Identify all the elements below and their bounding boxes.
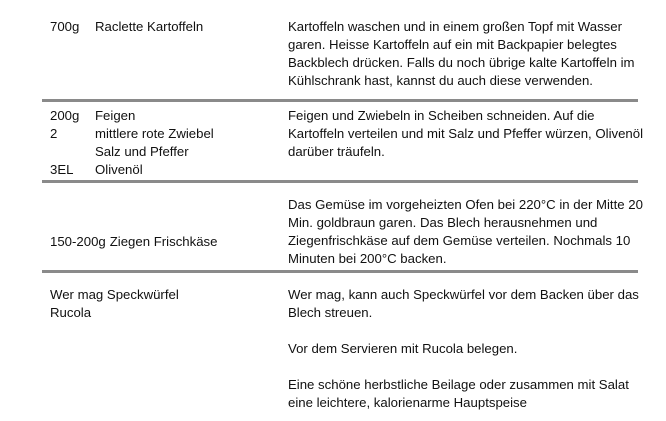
ingredient-item: [50, 161, 280, 179]
ingredient-name: mittlere rote Zwiebel: [95, 126, 214, 141]
ingredient-quantity: [50, 143, 95, 161]
instruction-paragraph: Eine schöne herbstliche Beilage oder zusammen mit Salat eine leichtere, kalorienarme Hauptspeise: [288, 377, 629, 410]
ingredient-list: [50, 286, 280, 322]
ingredient-list: [50, 18, 280, 36]
ingredient-item: [50, 233, 280, 251]
ingredient-name: Feigen: [95, 108, 136, 123]
ingredient-name: Raclette Kartoffeln: [95, 19, 204, 34]
ingredient-item: [50, 107, 280, 125]
ingredient-item: [50, 286, 280, 304]
ingredient-quantity: 2: [50, 126, 58, 141]
instruction-paragraph: Kartoffeln waschen und in einem großen Topf mit Wasser garen. Heisse Kartoffeln auf ein mit Backpapier belegtes Backblech drücken. Falls du noch übrige kalte Kartoffeln im Kühlschrank hast, kannst du auch diese verwenden.: [288, 19, 635, 88]
instruction-text: [288, 196, 648, 268]
ingredient-name: Salz und Pfeffer: [95, 144, 189, 159]
ingredient-name: Rucola: [50, 305, 92, 320]
ingredient-item: [50, 143, 280, 161]
ingredient-quantity: 3EL: [50, 162, 74, 177]
ingredient-quantity: 150-200g: [50, 234, 106, 249]
ingredient-item: [50, 125, 280, 143]
ingredient-quantity: 700g: [50, 19, 80, 34]
instruction-text: [288, 18, 648, 90]
ingredient-name: Olivenöl: [95, 162, 143, 177]
ingredient-name: Wer mag Speckwürfel: [50, 287, 179, 302]
instruction-paragraph: Wer mag, kann auch Speckwürfel vor dem Backen über das Blech streuen.: [288, 287, 639, 320]
ingredient-quantity: 200g: [50, 108, 80, 123]
instruction-text: [288, 107, 648, 161]
ingredient-item: [50, 18, 280, 36]
section-divider: [42, 270, 638, 273]
section-divider: [42, 99, 638, 102]
ingredient-list: [50, 233, 280, 251]
instruction-paragraph: Vor dem Servieren mit Rucola belegen.: [288, 341, 518, 356]
instruction-paragraph: Das Gemüse im vorgeheizten Ofen bei 220°C in der Mitte 20 Min. goldbraun garen. Das Blech herausnehmen und Ziegenfrischkäse auf dem Gemüse verteilen. Nochmals 10 Minuten bei 200°C backen.: [288, 197, 643, 266]
ingredient-name: Ziegen Frischkäse: [109, 234, 218, 249]
instruction-paragraph: Feigen und Zwiebeln in Scheiben schneiden. Auf die Kartoffeln verteilen und mit Salz und Pfeffer würzen, Olivenöl darüber träufeln.: [288, 108, 644, 159]
ingredient-item: [50, 304, 280, 322]
ingredient-list: [50, 107, 280, 179]
instruction-text: [288, 286, 648, 412]
section-divider: [42, 180, 638, 183]
